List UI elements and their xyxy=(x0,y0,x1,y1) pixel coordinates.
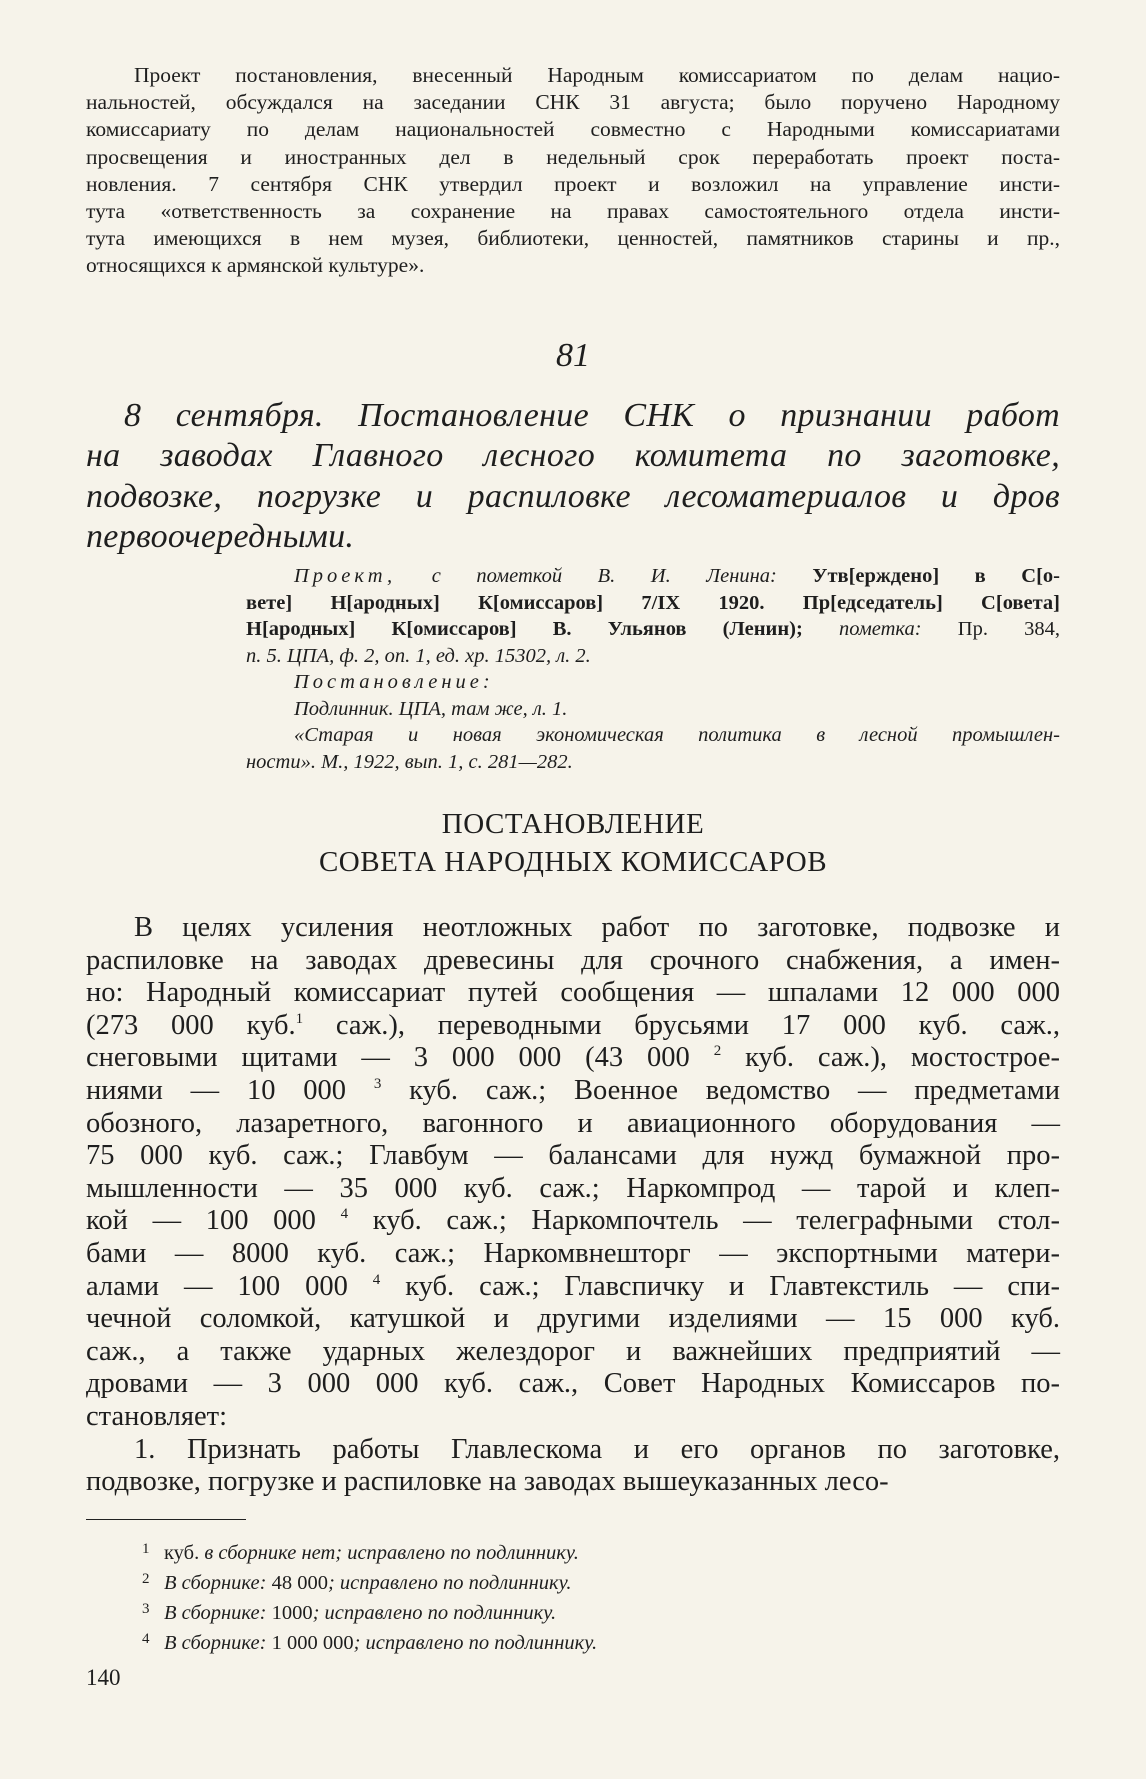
intro-line: тута имеющихся в нем музея, библиотеки, ценностей, памятников старины и пр., xyxy=(86,226,1060,251)
body-line: чечной соломкой, катушкой и другими изделиями — 15 000 куб. xyxy=(86,1303,1060,1335)
document-title xyxy=(86,396,1060,558)
intro-paragraph xyxy=(86,62,1060,280)
body-line: дровами — 3 000 000 куб. саж., Совет Народных Комиссаров по- xyxy=(86,1368,1060,1400)
footnote-value: 48 000 xyxy=(271,1572,328,1594)
document-number: 81 xyxy=(556,337,590,374)
point-1-paragraph xyxy=(86,1434,1060,1499)
footnote: 3 В сборнике: 1000; исправлено по подлиннику. xyxy=(142,1596,1042,1626)
approval-text: Утв[ерждено] в С[о- xyxy=(812,565,1060,587)
intro-line: относящихся к армянской культуре». xyxy=(86,253,425,278)
body-line: но: Народный комиссариат путей сообщения — шпалами 12 000 000 xyxy=(86,977,1060,1009)
body-line: становляет: xyxy=(86,1400,228,1432)
footnote-value: 1 000 000 xyxy=(271,1632,354,1654)
body-line: 75 000 куб. саж.; Главбум — балансами для нужд бумажной про- xyxy=(86,1140,1060,1172)
resolution-heading xyxy=(86,805,1060,881)
footnote-number: 2 xyxy=(142,1571,150,1587)
body-line: ниями — 10 000 $^3$ куб. саж.; Военное ведомство — предметами xyxy=(86,1074,1060,1106)
footnote-value: куб. xyxy=(164,1542,200,1564)
page-number: 140 xyxy=(86,1665,121,1690)
title-line: на заводах Главного лесного комитета по заготовке, xyxy=(86,437,1060,475)
intro-line: новления. 7 сентября СНК утвердил проект и возложил на управление инсти- xyxy=(86,171,1060,196)
footnote-number: 1 xyxy=(142,1541,150,1557)
body-line: (273 000 куб.$^1$ саж.), переводными брусьями 17 000 куб. саж., xyxy=(86,1009,1060,1041)
remark-value: Пр. 384, xyxy=(957,618,1060,640)
publication-reference: «Старая и новая экономическая политика в лесной промышлен- xyxy=(294,724,1060,746)
draft-line xyxy=(246,563,1060,590)
footnote-marker: 1 xyxy=(295,1010,304,1027)
draft-label: Проект, xyxy=(294,565,397,587)
original-reference: Подлинник. ЦПА, там же, л. 1. xyxy=(294,697,568,720)
resolution-body xyxy=(86,912,1060,1499)
archive-reference: п. 5. ЦПА, ф. 2, оп. 1, ед. хр. 15302, л. 2. xyxy=(246,644,591,667)
approval-line xyxy=(246,590,1060,617)
body-paragraph xyxy=(86,912,1060,1434)
body-line: подвозке, погрузке и распиловке на заводах вышеуказанных лесо- xyxy=(86,1466,889,1498)
publication-reference: ности». М., 1922, вып. 1, с. 281—282. xyxy=(246,750,573,773)
footnote-marker: 2 xyxy=(713,1043,722,1060)
intro-line: тута «ответственность за сохранение на правах самостоятельного отдела инсти- xyxy=(86,199,1060,224)
body-line: снеговыми щитами — 3 000 000 (43 000 $^2$ куб. саж.), мостострое- xyxy=(86,1042,1060,1074)
footnote-marker: 3 xyxy=(373,1075,382,1092)
title-line: подвозке, погрузке и распиловке лесоматериалов и дров xyxy=(86,477,1060,515)
approval-line xyxy=(246,616,1060,643)
footnote-number: 3 xyxy=(142,1601,150,1617)
footnote-marker: 4 xyxy=(340,1206,349,1223)
footnote-number: 4 xyxy=(142,1631,150,1647)
body-line: алами — 100 000 $^4$ куб. саж.; Главспичку и Главтекстиль — спи- xyxy=(86,1270,1060,1302)
intro-line: комиссариату по делам национальностей совместно с Народными комиссариатами xyxy=(86,117,1060,142)
body-line: распиловке на заводах древесины для срочного снабжения, а имен- xyxy=(86,944,1060,976)
footnotes xyxy=(142,1536,1042,1656)
draft-note: с пометкой В. И. Ленина: xyxy=(396,565,813,587)
intro-line: нальностей, обсуждался на заседании СНК 31 августа; было поручено Народному xyxy=(86,90,1060,115)
title-line: 8 сентября. Постановление СНК о признании работ xyxy=(124,397,1060,434)
footnote-value: 1000 xyxy=(271,1602,313,1624)
footnote: 2 В сборнике: 48 000; исправлено по подлиннику. xyxy=(142,1566,1042,1596)
footnote: 4 В сборнике: 1 000 000; исправлено по подлиннику. xyxy=(142,1626,1042,1656)
approval-text: вете] Н[ародных] К[омиссаров] 7/IX 1920. Пр[едседатель] С[овета] xyxy=(246,591,1060,614)
title-line: первоочередными. xyxy=(86,518,355,556)
source-notes xyxy=(246,563,1060,775)
intro-line: просвещения и иностранных дел в недельный срок переработать проект поста- xyxy=(86,144,1060,169)
body-line: кой — 100 000 $^4$ куб. саж.; Наркомпочтель — телеграфными стол- xyxy=(86,1205,1060,1237)
heading-line: СОВЕТА НАРОДНЫХ КОМИССАРОВ xyxy=(318,846,828,878)
remark-label: пометка: xyxy=(802,618,958,640)
intro-line: Проект постановления, внесенный Народным комиссариатом по делам нацио- xyxy=(134,63,1060,87)
body-line: В целях усиления неотложных работ по заготовке, подвозке и xyxy=(134,912,1060,943)
heading-line: ПОСТАНОВЛЕНИЕ xyxy=(441,808,705,840)
body-line: бами — 8000 куб. саж.; Наркомвнешторг — экспортными матери- xyxy=(86,1237,1060,1269)
body-line: саж., а также ударных желездорог и важнейших предприятий — xyxy=(86,1335,1060,1367)
footnote-marker: 4 xyxy=(372,1271,381,1288)
footnote: 1 куб. в сборнике нет; исправлено по подлиннику. xyxy=(142,1536,1042,1566)
approval-text: Н[ародных] К[омиссаров] В. Ульянов (Ленин); xyxy=(246,618,803,640)
body-line: 1. Признать работы Главлескома и его органов по заготовке, xyxy=(134,1433,1060,1465)
body-line: обозного, лазаретного, вагонного и авиационного оборудования — xyxy=(86,1107,1060,1139)
body-line: мышленности — 35 000 куб. саж.; Наркомпрод — тарой и клеп- xyxy=(86,1172,1060,1204)
resolution-label: Постановление: xyxy=(294,671,494,693)
footnote-divider xyxy=(86,1519,246,1520)
